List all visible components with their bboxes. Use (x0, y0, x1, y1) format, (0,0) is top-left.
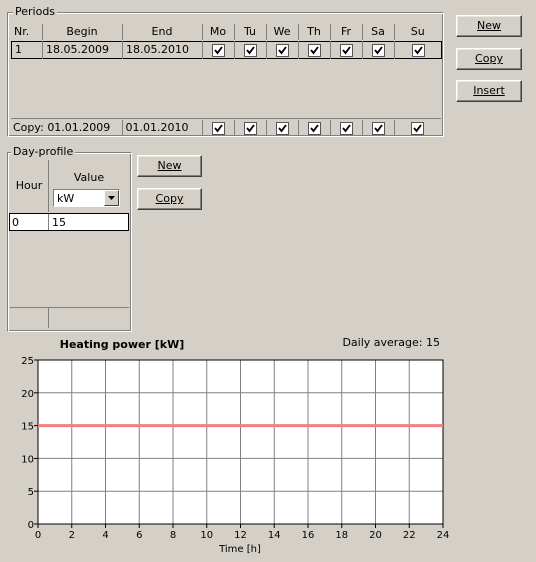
x-tick-label: 20 (369, 530, 382, 541)
day-profile-footer-split (48, 308, 49, 328)
check-icon (309, 123, 320, 134)
profile-hour-cell[interactable]: 0 (12, 216, 19, 229)
x-tick-label: 22 (402, 530, 416, 541)
x-axis-label: Time [h] (219, 544, 261, 555)
check-icon (412, 123, 423, 134)
y-tick-label: 15 (21, 421, 34, 433)
copy-end[interactable]: 01.01.2010 (122, 120, 202, 136)
check-icon (213, 123, 224, 134)
row-checkbox-th[interactable] (308, 44, 321, 57)
periods-new-button[interactable]: New (456, 15, 522, 37)
row-nr: 1 (12, 42, 43, 59)
col-header-nr: Nr. (11, 24, 42, 40)
day-profile-list[interactable] (10, 231, 128, 307)
check-icon (245, 45, 256, 56)
copy-row-divider (11, 118, 441, 119)
check-icon (341, 45, 352, 56)
check-icon (373, 123, 384, 134)
periods-title: Periods (15, 5, 56, 18)
row-checkbox-sa[interactable] (372, 44, 385, 57)
col-header-begin: Begin (42, 24, 122, 40)
unit-select-value: kW (57, 192, 75, 205)
row-checkbox-tu[interactable] (244, 44, 257, 57)
periods-insert-button[interactable]: Insert (456, 80, 522, 102)
day-profile-footer-divider (10, 307, 129, 308)
check-icon (341, 123, 352, 134)
x-tick-label: 18 (335, 530, 349, 541)
col-header-fr: Fr (330, 24, 362, 40)
value-header-label: Value (73, 171, 105, 184)
day-profile-row-frame[interactable] (9, 213, 129, 231)
copy-checkbox-mo[interactable] (212, 122, 225, 135)
day-profile-new-button[interactable]: New (137, 155, 202, 177)
copy-checkbox-th[interactable] (308, 122, 321, 135)
check-icon (277, 45, 288, 56)
copy-checkbox-su[interactable] (411, 122, 424, 135)
check-icon (373, 45, 384, 56)
copy-checkbox-sa[interactable] (372, 122, 385, 135)
daily-average-label: Daily average: 15 (342, 336, 440, 349)
check-icon (413, 45, 424, 56)
chevron-down-icon (105, 191, 118, 205)
table-row[interactable] (11, 41, 442, 59)
copy-checkbox-we[interactable] (276, 122, 289, 135)
copy-begin[interactable]: 01.01.2009 (47, 121, 111, 134)
check-icon (309, 45, 320, 56)
x-tick-label: 4 (102, 530, 109, 541)
copy-checkbox-tu[interactable] (244, 122, 257, 135)
profile-value-cell[interactable]: 15 (52, 216, 66, 229)
x-tick-label: 2 (68, 530, 75, 541)
col-header-mo: Mo (202, 24, 234, 40)
dropdown-button[interactable] (104, 190, 119, 206)
x-tick-label: 14 (267, 530, 281, 541)
col-header-su: Su (410, 25, 425, 38)
col-header-tu: Tu (234, 24, 266, 40)
x-tick-label: 8 (169, 530, 177, 541)
y-tick-label: 10 (21, 454, 34, 466)
check-icon (245, 123, 256, 134)
x-tick-label: 24 (436, 530, 450, 541)
col-header-sa: Sa (362, 24, 394, 40)
col-header-end: End (122, 24, 202, 40)
col-header-th: Th (298, 24, 330, 40)
hour-header (10, 160, 49, 212)
periods-header (11, 24, 441, 40)
x-tick-label: 0 (34, 530, 42, 541)
row-checkbox-fr[interactable] (340, 44, 353, 57)
periods-copy-button[interactable]: Copy (456, 48, 522, 70)
row-checkbox-su[interactable] (412, 44, 425, 57)
x-tick-label: 6 (136, 530, 143, 541)
copy-checkbox-fr[interactable] (340, 122, 353, 135)
copy-row (11, 120, 441, 136)
col-header-we: We (266, 24, 298, 40)
copy-label: Copy: (13, 121, 44, 134)
y-tick-label: 20 (21, 388, 34, 400)
unit-select[interactable] (53, 189, 120, 207)
x-tick-label: 16 (301, 530, 315, 541)
x-tick-label: 10 (200, 530, 214, 541)
y-tick-label: 5 (27, 487, 34, 499)
hour-header-label: Hour (15, 179, 43, 192)
y-tick-label: 25 (21, 356, 34, 367)
check-icon (277, 123, 288, 134)
x-tick-label: 12 (234, 530, 247, 541)
day-profile-copy-button[interactable]: Copy (137, 188, 202, 210)
y-tick-label: 0 (27, 520, 34, 531)
day-profile-title: Day-profile (13, 145, 74, 158)
row-checkbox-mo[interactable] (212, 44, 225, 57)
check-icon (213, 45, 224, 56)
chart-title: Heating power [kW] (59, 338, 185, 351)
heating-power-chart (0, 332, 536, 562)
row-end[interactable]: 18.05.2010 (123, 42, 203, 59)
chart-grid (38, 360, 443, 524)
row-begin[interactable]: 18.05.2009 (43, 42, 123, 59)
row-checkbox-we[interactable] (276, 44, 289, 57)
profile-cell-divider (48, 214, 49, 230)
